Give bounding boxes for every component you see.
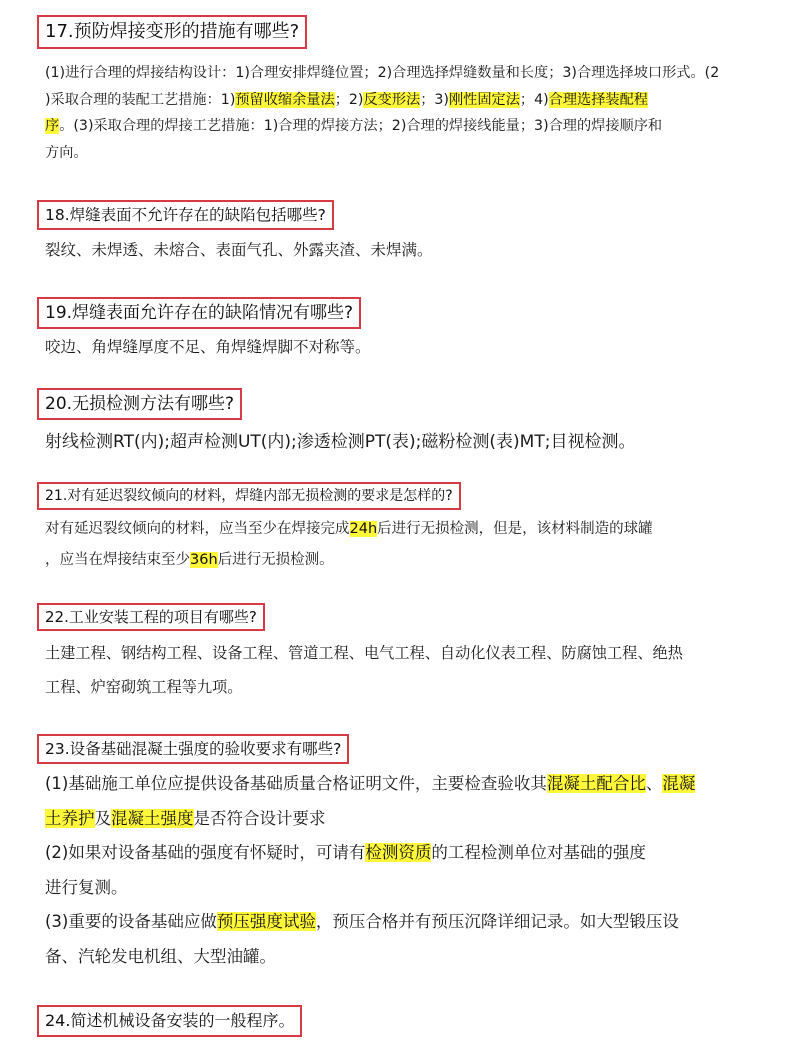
answer-line [45, 87, 719, 114]
answer-text: (1)进行合理的焊接结构设计：1)合理安排焊缝位置；2)合理选择焊缝数量和长度；3)合理选择坡口形式。(2 [45, 65, 720, 81]
answer-line [45, 905, 695, 940]
question-22-title: 22.工业安装工程的项目有哪些? [37, 603, 265, 631]
question-20-title: 20.无损检测方法有哪些? [37, 388, 242, 420]
answer-line [45, 140, 719, 167]
answer-line [45, 113, 719, 140]
answer-line [45, 940, 695, 975]
highlighted-text: 24h [349, 521, 378, 537]
answer-line [45, 334, 371, 360]
answer-text: 是否符合设计要求 [193, 808, 326, 828]
highlighted-text: 序 [45, 118, 60, 134]
answer-text: ，应当在焊接结束至少 [45, 552, 190, 568]
answer-line [45, 767, 695, 802]
question-23-title: 23.设备基础混凝土强度的验收要求有哪些? [37, 734, 349, 764]
answer-text: 土建工程、钢结构工程、设备工程、管道工程、电气工程、自动化仪表工程、防腐蚀工程、绝热 [45, 644, 683, 662]
answer-line [45, 871, 695, 906]
question-17-title: 17.预防焊接变形的措施有哪些? [37, 15, 307, 49]
answer-text: 备、汽轮发电机组、大型油罐。 [45, 946, 276, 966]
answer-text: 对有延迟裂纹倾向的材料，应当至少在焊接完成 [45, 521, 350, 537]
highlighted-text: 反变形法 [363, 91, 421, 108]
answer-text: ；2) [334, 91, 364, 108]
highlighted-text: 刚性固定法 [448, 91, 520, 108]
answer-21 [45, 514, 653, 576]
answer-22 [45, 636, 683, 704]
answer-line [45, 636, 683, 670]
highlighted-text: 预留收缩余量法 [235, 91, 335, 108]
answer-18 [45, 237, 433, 263]
answer-text: 进行复测。 [45, 877, 128, 897]
question-24-title: 24.简述机械设备安装的一般程序。 [37, 1005, 302, 1037]
question-19-title: 19.焊缝表面允许存在的缺陷情况有哪些? [37, 297, 361, 329]
answer-text: ；4) [519, 91, 549, 108]
answer-line [45, 428, 635, 456]
answer-text: 方向。 [45, 144, 88, 161]
answer-line [45, 670, 683, 704]
answer-23 [45, 767, 695, 974]
answer-19 [45, 334, 371, 360]
answer-text: 咬边、角焊缝厚度不足、角焊缝焊脚不对称等。 [45, 338, 371, 356]
answer-text: 工程、炉窑砌筑工程等九项。 [45, 678, 243, 696]
highlighted-text: 合理选择装配程 [548, 91, 648, 108]
answer-20 [45, 428, 635, 456]
answer-line [45, 802, 695, 837]
answer-text: 后进行无损检测。 [217, 552, 334, 568]
answer-text: 后进行无损检测，但是，该材料制造的球罐 [377, 521, 653, 537]
answer-text: 的工程检测单位对基础的强度 [431, 843, 646, 862]
question-21-title: 21.对有延迟裂纹倾向的材料，焊缝内部无损检测的要求是怎样的? [37, 482, 461, 510]
answer-text: ；3) [420, 91, 449, 108]
answer-text: (2)如果对设备基础的强度有怀疑时，可请有 [45, 843, 366, 862]
highlighted-text: 36h [190, 552, 218, 568]
answer-line [45, 836, 695, 871]
highlighted-text: 混凝 [662, 774, 696, 793]
question-18-title: 18.焊缝表面不允许存在的缺陷包括哪些? [37, 200, 334, 230]
highlighted-text: 混凝土配合比 [546, 774, 646, 793]
answer-text: 。(3)采取合理的焊接工艺措施：1)合理的焊接方法；2)合理的焊接线能量；3)合理的焊接顺序和 [59, 118, 663, 134]
highlighted-text: 预压强度试验 [216, 912, 316, 931]
answer-text: 射线检测RT(内);超声检测UT(内);渗透检测PT(表);磁粉检测(表)MT;目视检测。 [45, 432, 636, 452]
answer-text: 及 [94, 808, 111, 828]
answer-text: (1)基础施工单位应提供设备基础质量合格证明文件，主要检查验收其 [45, 774, 547, 793]
answer-text: )采取合理的装配工艺措施：1) [45, 91, 236, 108]
answer-line [45, 237, 433, 263]
highlighted-text: 混凝土强度 [111, 808, 194, 828]
answer-line [45, 514, 653, 545]
answer-line [45, 545, 653, 576]
answer-text: 、 [645, 774, 663, 793]
answer-text: ，预压合格并有预压沉降详细记录。如大型锻压设 [315, 912, 679, 931]
highlighted-text: 检测资质 [365, 843, 432, 862]
highlighted-text: 土养护 [45, 808, 95, 828]
answer-17 [45, 60, 719, 166]
answer-text: (3)重要的设备基础应做 [45, 912, 217, 931]
answer-text: 裂纹、未焊透、未熔合、表面气孔、外露夹渣、未焊满。 [45, 241, 433, 259]
answer-line [45, 60, 719, 87]
